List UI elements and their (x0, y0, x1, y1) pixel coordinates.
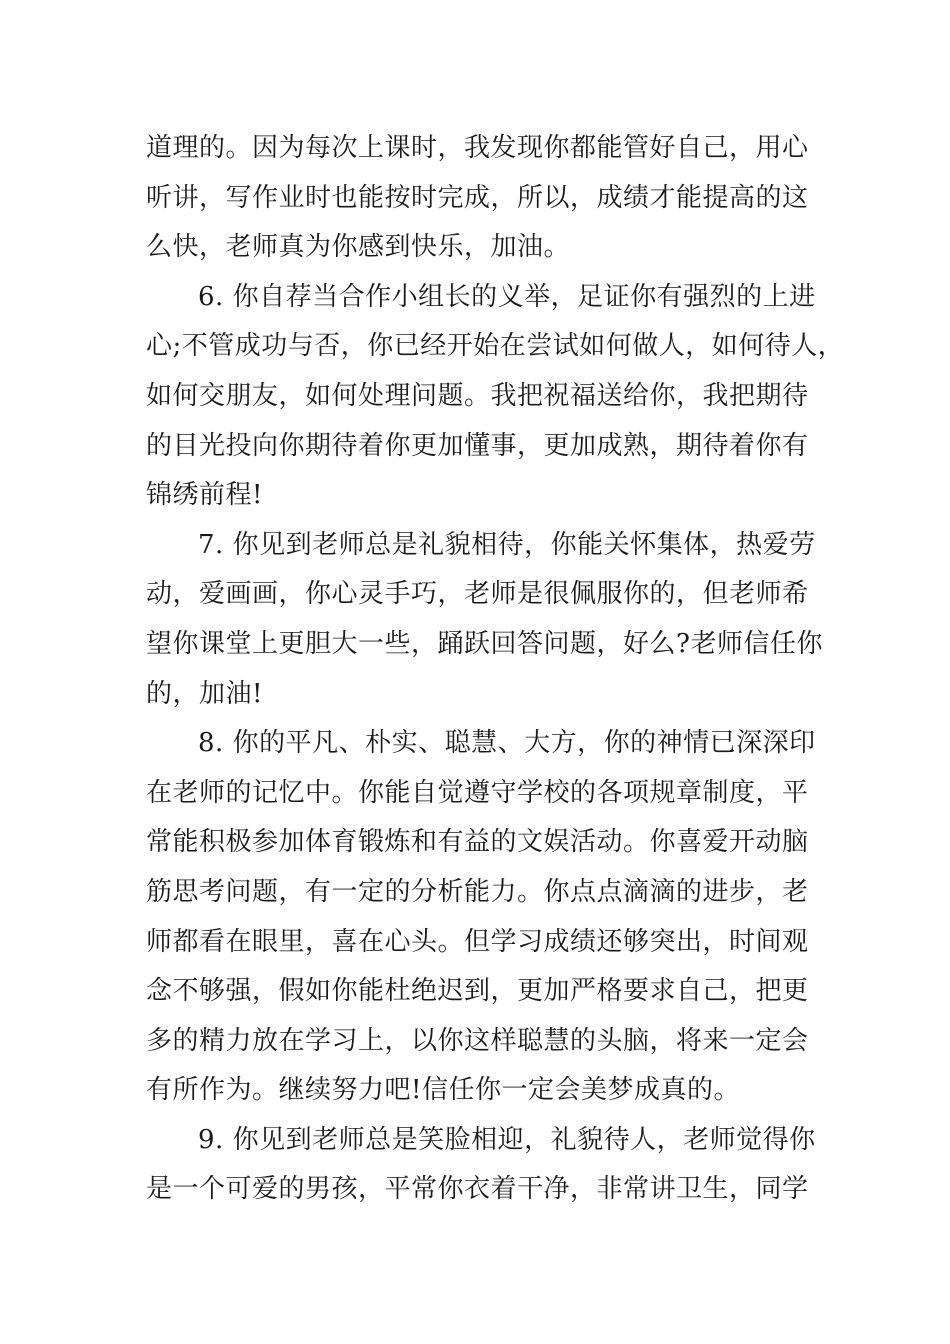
text-line: 锦绣前程! (146, 480, 263, 511)
text-line: 动，爱画画，你心灵手巧，老师是很佩服你的，但老师希 (146, 579, 809, 610)
paragraph-first-line: 9. 你见到老师总是笑脸相迎，礼貌待人，老师觉得你 (198, 1124, 816, 1155)
text-line: 道理的。因为每次上课时，我发现你都能管好自己，用心 (146, 133, 809, 163)
text-line: 筋思考问题，有一定的分析能力。你点点滴滴的进步，老 (146, 876, 809, 907)
text-line: 是一个可爱的男孩，平常你衣着干净，非常讲卫生，同学 (146, 1174, 809, 1205)
text-line: 的，加油! (146, 678, 263, 709)
text-line: 如何交朋友，如何处理问题。我把祝福送给你，我把期待 (146, 380, 809, 411)
paragraph-first-line: 6. 你自荐当合作小组长的义举，足证你有强烈的上进 (198, 281, 816, 312)
text-line: 常能积极参加体育锻炼和有益的文娱活动。你喜爱开动脑 (146, 827, 809, 858)
text-line: 多的精力放在学习上，以你这样聪慧的头脑，将来一定会 (146, 1025, 809, 1056)
text-line: 在老师的记忆中。你能自觉遵守学校的各项规章制度，平 (146, 777, 809, 808)
text-line: 心;不管成功与否，你已经开始在尝试如何做人，如何待人， (146, 331, 845, 362)
text-line: 有所作为。继续努力吧!信任你一定会美梦成真的。 (146, 1075, 740, 1106)
text-line: 听讲，写作业时也能按时完成，所以，成绩才能提高的这 (146, 182, 809, 213)
text-line: 师都看在眼里，喜在心头。但学习成绩还够突出，时间观 (146, 926, 809, 957)
paragraph-first-line: 8. 你的平凡、朴实、聪慧、大方，你的神情已深深印 (198, 728, 816, 759)
text-line: 的目光投向你期待着你更加懂事，更加成熟，期待着你有 (146, 430, 809, 461)
paragraph-first-line: 7. 你见到老师总是礼貌相待，你能关怀集体，热爱劳 (198, 529, 816, 560)
text-line: 念不够强，假如你能杜绝迟到，更加严格要求自己，把更 (146, 976, 809, 1007)
text-line: 望你课堂上更胆大一些，踊跃回答问题，好么?老师信任你 (146, 628, 823, 659)
document-body-text (146, 124, 845, 1215)
text-line: 么快，老师真为你感到快乐，加油。 (146, 232, 571, 263)
